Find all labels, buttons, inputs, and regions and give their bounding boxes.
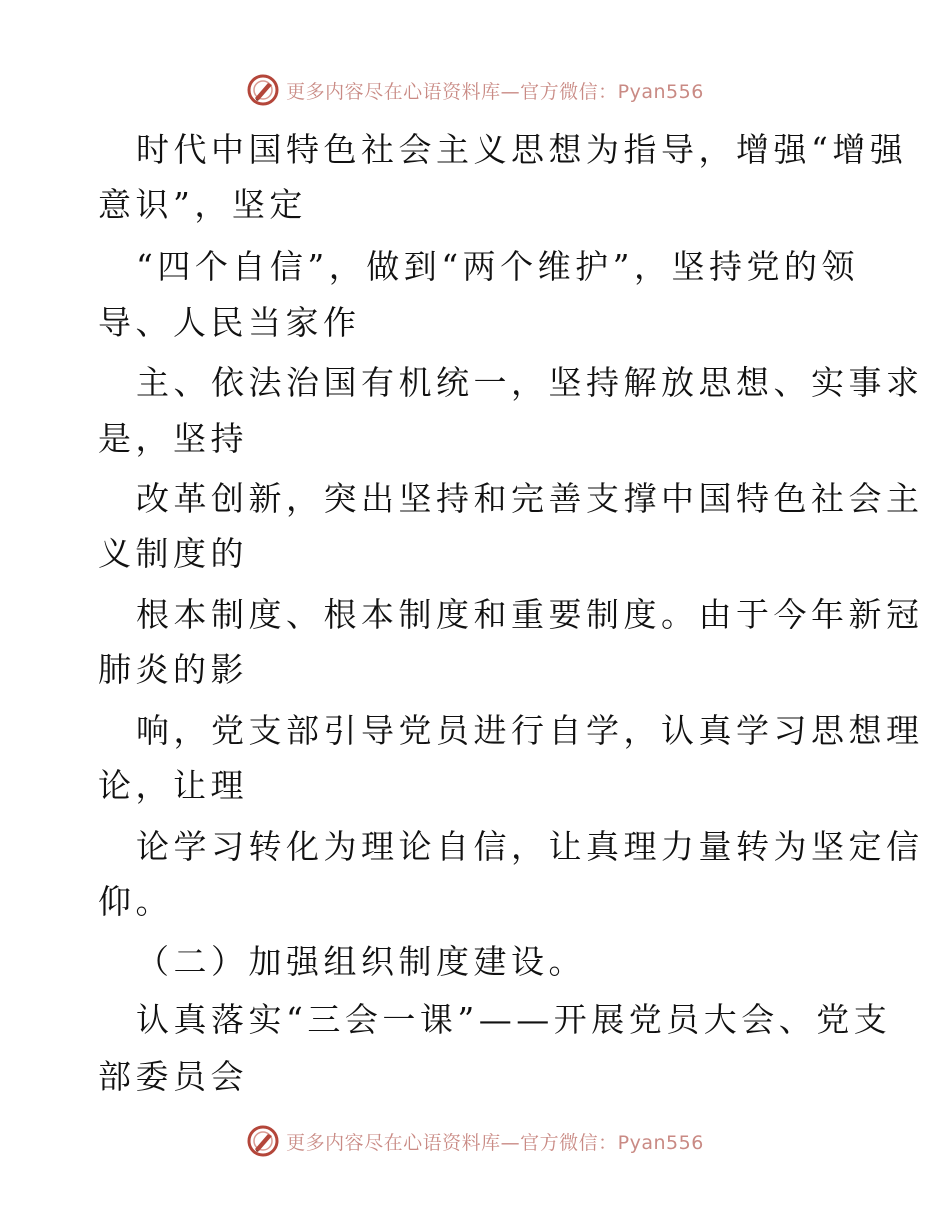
text-line: 是，坚持 bbox=[98, 419, 248, 458]
text-line: 主、依法治国有机统一，坚持解放思想、实事求 bbox=[136, 363, 924, 402]
text-line: 响，党支部引导党员进行自学，认真学习思想理 bbox=[136, 711, 924, 750]
text-line: 义制度的 bbox=[98, 534, 248, 573]
text-line: 论学习转化为理论自信，让真理力量转为坚定信 bbox=[136, 827, 924, 866]
footer-watermark bbox=[0, 1121, 950, 1161]
section-heading: （二）加强组织制度建设。 bbox=[136, 942, 586, 981]
text-line: 改革创新，突出坚持和完善支撑中国特色社会主 bbox=[136, 479, 924, 518]
text-line: 时代中国特色社会主义思想为指导，增强“增强 bbox=[136, 130, 908, 169]
watermark-text: 更多内容尽在心语资料库—官方微信：Pyan556 bbox=[286, 80, 704, 103]
watermark-text: 更多内容尽在心语资料库—官方微信：Pyan556 bbox=[286, 1131, 704, 1154]
pen-nib-circle-icon bbox=[246, 1124, 280, 1158]
text-line: 导、人民当家作 bbox=[98, 303, 361, 342]
text-line: 仰。 bbox=[98, 882, 173, 921]
pen-nib-circle-icon bbox=[246, 73, 280, 107]
text-line: 部委员会 bbox=[98, 1057, 248, 1096]
text-line: 根本制度、根本制度和重要制度。由于今年新冠 bbox=[136, 595, 924, 634]
header-watermark bbox=[0, 70, 950, 110]
text-line: 认真落实“三会一课”——开展党员大会、党支 bbox=[136, 1000, 892, 1039]
text-line: 意识”，坚定 bbox=[98, 185, 307, 224]
text-line: “四个自信”，做到“两个维护”，坚持党的领 bbox=[136, 247, 859, 286]
text-line: 肺炎的影 bbox=[98, 650, 248, 689]
text-line: 论，让理 bbox=[98, 766, 248, 805]
